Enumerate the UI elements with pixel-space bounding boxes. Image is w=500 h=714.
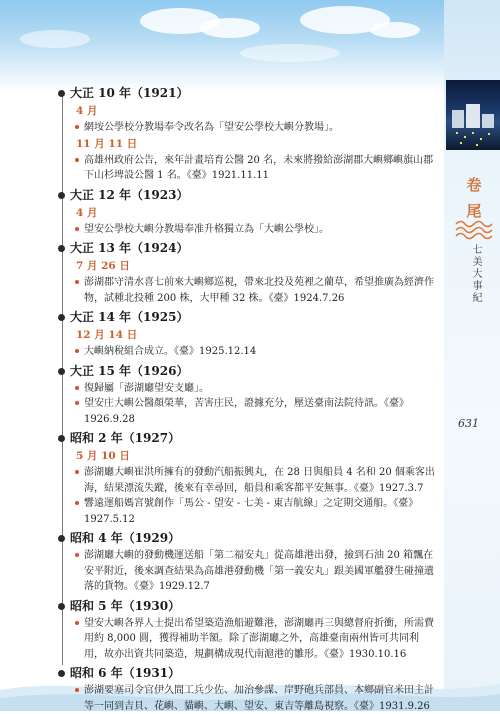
year-entry (54, 362, 438, 428)
harbor-night-photo (446, 80, 500, 150)
year-label: 昭和 2 年（1927） (70, 431, 181, 445)
event-item (54, 153, 438, 184)
timeline-dot-icon (58, 245, 65, 252)
year-entry (54, 429, 438, 527)
timeline-dot-icon (58, 368, 65, 375)
timeline-dot-icon (58, 670, 65, 677)
event-text: 高雄州政府公告，來年計畫培育公醫 20 名，未來將撥給澎湖郡大嶼鄉嶼旗山郡下山杉埤設公醫 1 名。《臺》1921.11.11 (84, 154, 434, 181)
event-text: 澎湖要塞司令官伊久間工兵少佐、加治參謀、岸野砲兵部員、本鄉副官米田主計等一同到吉貝、花嶼、貓嶼、大嶼、望安、東吉等離島視察。《臺》1931.9.26 (84, 685, 434, 712)
year-heading (54, 529, 438, 548)
event-text: 復歸屬「澎湖廳望安支廳」。 (84, 382, 209, 394)
year-heading (54, 186, 438, 205)
chapter-title-char: 卷 (466, 176, 482, 194)
event-text: 大嶼納稅組合成立。《臺》1925.12.14 (84, 346, 257, 357)
bullet-icon (75, 688, 79, 692)
event-text: 響遠運船媽宮號創作「馬公 - 望安 - 七美 - 東吉航線」之定期交通船。《臺》1927.5.12 (84, 498, 419, 525)
bullet-icon (75, 401, 79, 405)
year-heading (54, 664, 438, 683)
date-label: 4 月 (76, 206, 98, 219)
event-item (54, 344, 438, 360)
timeline-dot-icon (58, 314, 65, 321)
bullet-icon (75, 621, 79, 625)
cloud-decoration (200, 18, 260, 38)
year-entry (54, 308, 438, 360)
bullet-icon (75, 158, 79, 162)
date-label: 4 月 (76, 105, 98, 117)
event-text: 望安庄大嶼公醫顏榮華，苦害庄民，證據充分，壓送臺南法院待訊。《臺》1926.9.28 (84, 398, 409, 425)
year-entry (54, 597, 438, 663)
event-item (54, 396, 438, 427)
chronology-list (54, 84, 438, 714)
year-entry (54, 186, 438, 238)
event-item (54, 120, 438, 136)
year-entry (54, 664, 438, 714)
event-item (54, 275, 438, 306)
event-text: 望安公學校大嶼分教場奉准升格獨立為「大嶼公學校」。 (84, 223, 329, 235)
year-entry (54, 529, 438, 595)
event-item (54, 548, 438, 595)
event-text: 澎湖廳大嶼的發動機運送船「第二福安丸」從高雄港出發，撿到石油 20 箱飄在安平附近，後來調查結果為高雄港發動機「第一義安丸」跟美國軍艦發生碰撞遺落的貨物。《臺》1929.12.7 (84, 550, 434, 592)
event-text: 望安大嶼各界人士提出希望築造漁船避難港，澎湖廳再三與總督府折衝，所需費用約 8,000 圓，獲得補助半額。除了澎湖廳之外，高雄臺南兩州皆可共同利用，故亦出資共同築造，規劃構成現代南滬港的雛形。《臺》1930.10.16 (84, 617, 434, 660)
bullet-icon (75, 227, 79, 231)
year-label: 昭和 6 年（1931） (70, 666, 181, 680)
cloud-decoration (370, 22, 420, 38)
year-label: 大正 15 年（1926） (70, 363, 189, 378)
year-label: 昭和 5 年（1930） (70, 598, 181, 613)
bullet-icon (75, 501, 79, 505)
bullet-icon (75, 386, 79, 390)
chapter-title-char: 尾 (466, 202, 482, 220)
year-heading (54, 362, 438, 381)
cloud-decoration (240, 44, 340, 62)
date-label: 12 月 14 日 (76, 329, 138, 341)
year-entry (54, 239, 438, 306)
wave-ornament-icon (454, 218, 494, 240)
sky-header-background (0, 0, 500, 92)
year-heading (54, 308, 438, 327)
bullet-icon (75, 553, 79, 557)
timeline-dot-icon (58, 90, 65, 97)
bullet-icon (75, 280, 79, 284)
event-item (54, 496, 438, 527)
year-label: 大正 10 年（1921） (70, 86, 189, 100)
page-number: 631 (458, 417, 479, 430)
timeline-dot-icon (58, 435, 65, 442)
year-label: 昭和 4 年（1929） (70, 531, 181, 545)
year-heading (54, 239, 438, 258)
event-text: 澎湖廳大嶼崔洪所擁有的發動汽船振興丸，在 28 日與船員 4 名和 20 個乘客出海，結果漂流失蹤，後來有幸尋回，船員和乘客都平安無事。《臺》1927.3.7 (84, 467, 435, 494)
bullet-icon (75, 470, 79, 474)
event-text: 網垵公學校分教場奉令改名為「望安公學校大嶼分教場」。 (84, 122, 339, 133)
cloud-decoration (20, 30, 90, 48)
year-label: 大正 13 年（1924） (70, 241, 189, 255)
event-item (54, 683, 438, 714)
bullet-icon (75, 349, 79, 353)
timeline-dot-icon (58, 603, 65, 610)
year-label: 大正 14 年（1925） (70, 310, 189, 324)
date-label: 5 月 10 日 (76, 450, 130, 462)
event-item (54, 616, 438, 663)
date-label: 11 月 11 日 (76, 137, 138, 150)
bullet-icon (75, 125, 79, 129)
event-item (54, 222, 438, 238)
year-entry (54, 84, 438, 184)
event-item (54, 465, 438, 496)
event-text: 澎湖郡守清水喜七前來大嶼鄉巡視，帶來北投及苑裡之藺草，希望推廣為經濟作物，試種北投種 200 株，大甲種 32 株。《臺》1924.7.26 (84, 277, 434, 304)
year-heading (54, 429, 438, 448)
year-heading (54, 597, 438, 616)
timeline-dot-icon (58, 192, 65, 199)
timeline-dot-icon (58, 535, 65, 542)
year-label: 大正 12 年（1923） (70, 187, 189, 202)
date-label: 7 月 26 日 (76, 260, 130, 272)
chapter-title (452, 172, 496, 224)
event-item (54, 381, 438, 397)
chapter-subtitle: 七美大事紀 (470, 244, 481, 304)
year-heading (54, 84, 438, 103)
